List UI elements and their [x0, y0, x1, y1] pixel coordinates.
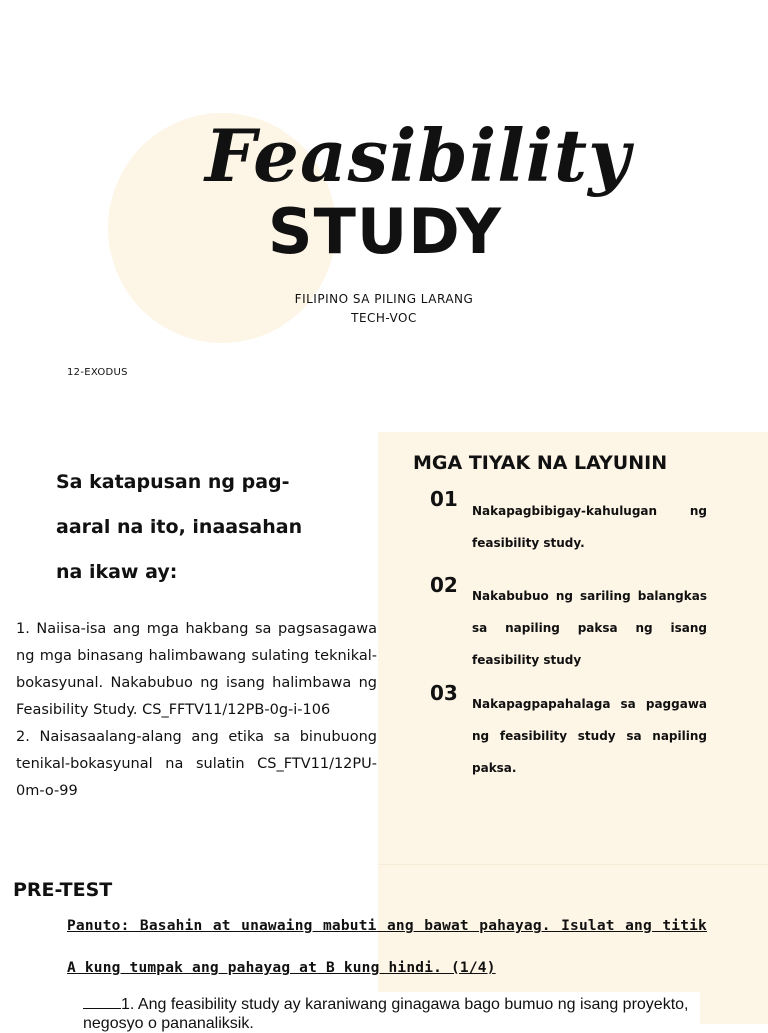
subject-line-2: TECH-VOC — [351, 311, 417, 325]
subject-line-1: FILIPINO SA PILING LARANG — [294, 292, 474, 306]
objective-number: 01 — [430, 487, 458, 511]
answer-blank[interactable] — [83, 994, 121, 1009]
section-label: 12-EXODUS — [67, 367, 128, 378]
objective-text: Nakapagbibigay-kahulugan ng feasibility study. — [472, 504, 707, 550]
competency-item: 2. Naisasaalang-alang ang etika sa binubuong tenikal-bokasyunal na sulatin CS_FTV11/12PU-0m-o-99 — [16, 729, 377, 799]
subject-title — [230, 290, 538, 328]
competency-item: 1. Naiisa-isa ang mga hakbang sa pagsasagawa ng mga binasang halimbawang sulating teknikal-bokasyunal. Nakabubuo ng isang halimbawa ng Feasibility Study. CS_FFTV11/12PB-0g-i-106 — [16, 621, 377, 718]
competencies-list — [16, 616, 377, 805]
objective-text: Nakabubuo ng sariling balangkas sa napiling paksa ng isang feasibility study — [472, 589, 707, 667]
objectives-heading: MGA TIYAK NA LAYUNIN — [413, 452, 668, 474]
question-text: 1. Ang feasibility study ay karaniwang ginagawa bago bumuo ng isang proyekto, negosyo o pananaliksik. — [83, 996, 689, 1032]
pretest-heading: PRE-TEST — [13, 879, 113, 901]
question-item — [83, 994, 693, 1033]
pretest-instructions: Panuto: Basahin at unawaing mabuti ang bawat pahayag. Isulat ang titik A kung tumpak ang pahayag at B kung hindi. (1/4) — [67, 918, 707, 976]
objective-number: 03 — [430, 681, 458, 705]
objective-text: Nakapagpapahalaga sa paggawa ng feasibility study sa napiling paksa. — [472, 697, 707, 775]
intro-lead: Sa katapusan ng pag-aaral na ito, inaasahan na ikaw ay: — [56, 471, 303, 583]
panel-divider — [378, 864, 768, 865]
title-block: STUDY — [267, 195, 503, 268]
title-script: Feasibility — [205, 113, 632, 198]
objective-number: 02 — [430, 573, 458, 597]
